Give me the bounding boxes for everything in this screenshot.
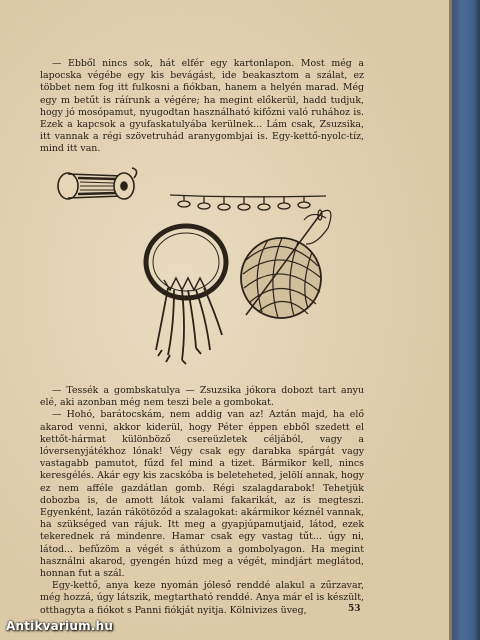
page-number: 53 — [348, 604, 361, 614]
watermark: Antikvarium.hu — [6, 619, 114, 633]
paragraph: — Hohó, barátocskám, nem addig van az! Aztán majd, ha elő akarod venni, akkor kiderül, hogy Péter éppen ebből szedett el kettőt-hármat különböző csereüzletek céljából, vagy a lóversenyjátékhoz lónak! Végy csak egy darabka spárgát vagy vastagabb pamutot, fűzd fel mind a tizet. Bármikor kell, nincs keresgélés. Akár egy kis zacskóba is beleteheted, jelölí annak, hogy ez nem afféle gazdátlan gomb. Régi szalagdarabok! Tehetjük dobozba is, de amott látok valami fakarikát, az is megteszi. Egyenként, lazán rákötöződ a szalagokat: akármikor kéznél vannak, ha szükséged van rájuk. Itt meg a gyapjúpamutjaid, látod, ezek tekerednek rá mindenre. Hamar csak egy vastag tűt... úgy ni, látod... befűzöm a végét s áthúzom a gombolyagon. Ha megint használni akarod, gyengén húzd meg a végét, mindjárt meglátod, honnan fut a szál. — [40, 409, 364, 580]
book-cover-edge — [449, 0, 480, 640]
paragraph: — Tessék a gombskatulya — Zsuzsika jókora dobozt tart anyu elé, aki azonban még nem teszi bele a gombokat. — [40, 385, 364, 409]
thread-spool-drawing — [58, 168, 137, 199]
sewing-illustration — [36, 150, 346, 375]
wooden-ring-ribbons-drawing — [146, 226, 226, 364]
text-block-bottom — [40, 385, 364, 617]
snap-fasteners-drawing — [170, 195, 326, 210]
yarn-ball-needle-drawing — [241, 210, 331, 318]
paragraph: — Ebből nincs sok, hát elfér egy kartonlapon. Most még a lapocska végébe egy kis bevágást, ide beakasztom a szálat, ez többet nem fog itt fulkosni a fiókban, hanem a helyén marad. Még egy m betűt is ráírunk a végére; ha megint előkerül, hadd tudjuk, hogy jó mosópamut, nyugodtan használható kifőzni való ruhához is. Ezek a kapcsok a gyufaskatulyába kerülnek... Lám csak, Zsuzsika, itt vannak a régi szövetruhád aranygombjai is. Egy-kettő-nyolc-tíz, mind itt van. — [40, 58, 364, 155]
text-block-top — [40, 58, 364, 156]
paragraph: Egy-kettő, anya keze nyomán jóleső renddé alakul a zűrzavar, még hozzá, úgy látszik, megtartható renddé. Anya már el is készült, otthagyta a fiókot s Panni fiókját nyitja. Kölnivizes üveg, — [40, 580, 364, 616]
